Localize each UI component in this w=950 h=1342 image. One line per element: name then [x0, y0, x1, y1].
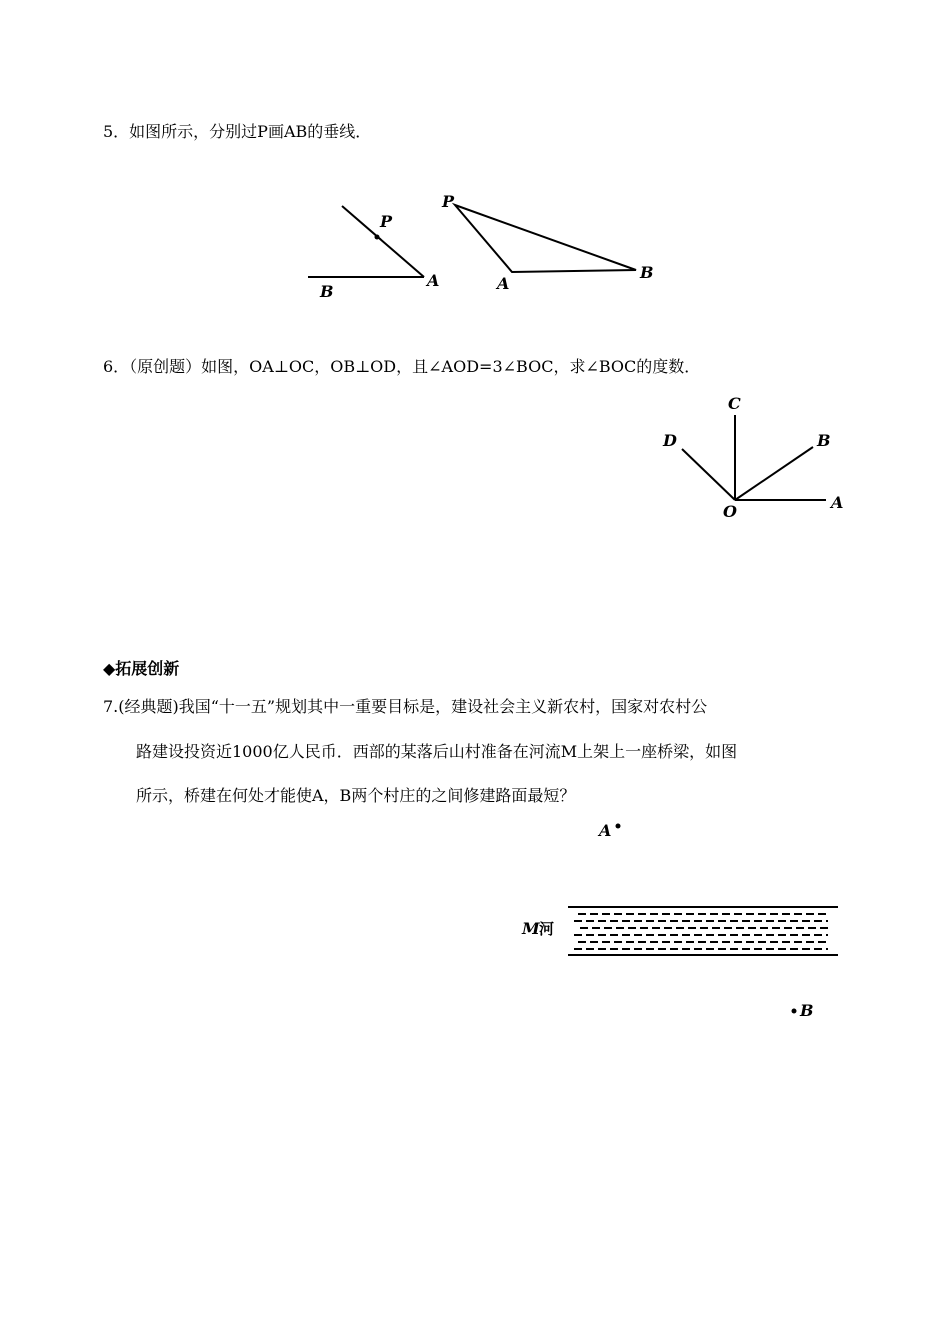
ray-ob	[735, 447, 813, 500]
label-p: P	[442, 192, 455, 211]
ray-od	[682, 449, 735, 500]
question-7-line-3: 所示，桥建在何处才能使A，B两个村庄的之间修建路面最短？	[136, 786, 576, 805]
label-a: A	[427, 271, 440, 290]
point-p	[375, 235, 380, 240]
question-7-line-2: 路建设投资近1000亿人民币．西部的某落后山村准备在河流M上架上一座桥梁，如图	[136, 742, 738, 761]
question-6: 6．（原创题）如图，OA⊥OC，OB⊥OD，且∠AOD=3∠BOC，求∠BOC的度数．	[103, 357, 701, 376]
figure-7	[521, 821, 838, 1020]
section-title: ◆拓展创新	[103, 659, 180, 678]
triangle-pab	[455, 205, 636, 272]
label-b: B	[640, 263, 654, 282]
figure-5-right	[441, 192, 654, 293]
figure-5-left	[308, 206, 439, 301]
label-o: O	[723, 502, 737, 521]
question-5: 5．如图所示，分别过P画AB的垂线．	[103, 122, 372, 141]
label-b: B	[320, 282, 334, 301]
label-p: P	[380, 212, 393, 231]
label-river: 河	[539, 920, 555, 938]
label-b: B	[800, 1001, 814, 1020]
label-d: D	[663, 431, 677, 450]
label-c: C	[728, 394, 741, 413]
river-water	[574, 914, 828, 949]
label-m: M	[522, 919, 540, 938]
point-b	[792, 1009, 797, 1014]
label-b: B	[817, 431, 831, 450]
label-a: A	[599, 821, 612, 840]
label-a: A	[831, 493, 844, 512]
question-7-line-1: 7.(经典题)我国“十一五”规划其中一重要目标是，建设社会主义新农村，国家对农村公	[103, 697, 708, 716]
figure-6	[662, 394, 843, 521]
label-a: A	[497, 274, 510, 293]
point-a	[616, 824, 621, 829]
